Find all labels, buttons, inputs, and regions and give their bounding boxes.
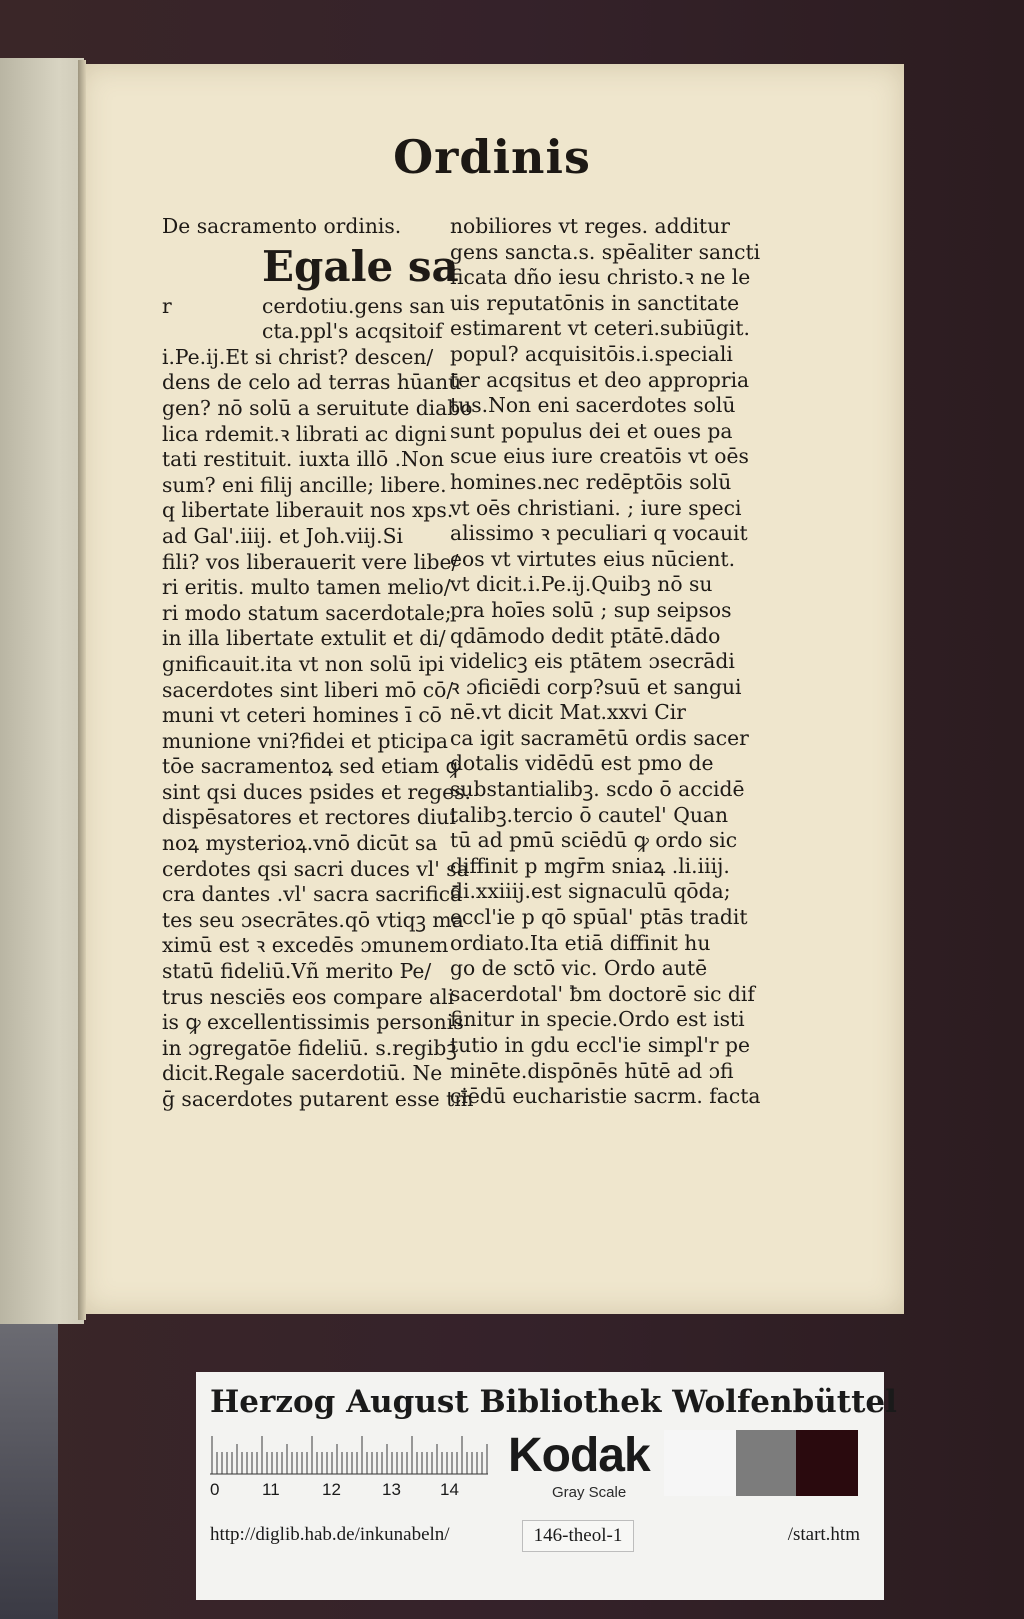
swatch-gray <box>736 1430 796 1496</box>
text-line: dotalis vidēdū est pmo de <box>450 751 714 776</box>
text-line: gnificauit.ita vt non solū ipi <box>162 651 445 676</box>
text-line: De sacramento ordinis. <box>162 214 402 238</box>
right-text-column <box>450 214 761 1110</box>
text-line: vt oēs christiani. ; iure speci <box>450 495 742 520</box>
text-line: statū fideliū.Vñ merito Pe/ <box>162 959 432 984</box>
text-line: cra dantes .vl' sacra sacrificā <box>162 882 463 907</box>
text-line: tes seu ɔsecrātes.qō vtiqꝫ ma <box>162 907 464 932</box>
text-line: sacerdotes sint liberi mō cō/ <box>162 677 454 702</box>
text-line: sum? eni filij ancille; libere. <box>162 472 447 497</box>
text-line: go de sctō vic. Ordo autē <box>450 956 708 981</box>
text-line: Egale sa <box>262 241 459 291</box>
text-line: dispēsatores et rectores diui <box>162 805 456 830</box>
library-name: Herzog August Bibliothek Wolfenbüttel <box>210 1384 897 1420</box>
text-line: di.xxiiij.est signaculū qōda; <box>450 879 731 904</box>
text-line: nē.vt dicit Mat.xxvi Cir <box>450 700 686 725</box>
text-line: ca igit sacramētū ordis sacer <box>450 725 749 750</box>
left-text-column <box>162 214 474 1113</box>
url-suffix[interactable]: /start.htm <box>787 1524 860 1545</box>
book-gutter <box>78 60 86 1320</box>
text-line: in ɔgregatōe fideliū. s.regibꝫ <box>162 1035 457 1060</box>
url-prefix[interactable]: http://diglib.hab.de/inkunabeln/ <box>210 1524 450 1545</box>
text-line: fili? vos liberauerit vere libe/ <box>162 549 459 574</box>
text-line: dens de celo ad terras hūanū <box>162 370 462 395</box>
text-line: lica rdemit.ꝛ librati ac digni <box>162 421 447 446</box>
swatch-black <box>796 1430 858 1496</box>
text-line: cta.ppl's acqsitoif <box>262 319 443 344</box>
text-line: cerdotes qsi sacri duces vl' sa <box>162 856 469 881</box>
text-line: talibꝫ.tercio ō cautel' Quan <box>450 802 729 827</box>
text-line: trus nesciēs eos compare ali <box>162 984 455 1009</box>
text-line: substantialibꝫ. scdo ō accidē <box>450 777 745 802</box>
text-line: eccl'ie p qō spūal' ptās tradit <box>450 905 748 930</box>
text-line: muni vt ceteri homines ī cō <box>162 703 442 728</box>
text-line: ordiato.Ita etiā diffinit hu <box>450 930 711 955</box>
text-line: gens sancta.s. spēaliter sancti <box>450 239 761 264</box>
text-line: minēte.dispōnēs hūtē ad ɔfi <box>450 1058 734 1083</box>
text-line: estimarent vt ceteri.subiūgit. <box>450 316 750 341</box>
text-line: sunt populus dei et oues pa <box>450 418 733 443</box>
text-line: dicit.Regale sacerdotiū. Ne <box>162 1061 443 1086</box>
text-line: q libertate liberauit nos xps. <box>162 498 454 523</box>
initial-margin-letter: r <box>162 293 172 318</box>
text-line: sacerdotal' ƀm doctorē sic dif <box>450 981 755 1006</box>
text-line: videlicꝫ eis ptātem ɔsecrādi <box>450 649 735 674</box>
facing-page-shadow <box>0 1324 58 1619</box>
ruler-numbers <box>210 1480 488 1504</box>
kodak-logo: Kodak <box>508 1429 650 1482</box>
text-line: ri eritis. multo tamen melio/ <box>162 575 451 600</box>
text-line: qdāmodo dedit ptātē.dādo <box>450 623 721 648</box>
facing-page-edge <box>0 58 84 1324</box>
text-line: is ꝙ excellentissimis personis <box>162 1010 464 1035</box>
ruler-number: 11 <box>262 1480 280 1499</box>
text-line: ad Gal'.iiij. et Joh.viij.Si <box>162 523 403 548</box>
text-line: scue eius iure creatōis vt oēs <box>450 444 749 469</box>
text-line: in illa libertate extulit et di/ <box>162 626 446 651</box>
text-line: ḡ sacerdotes putarent esse tm̄ <box>162 1087 474 1111</box>
text-line: popul? acquisitōis.i.speciali <box>450 341 733 366</box>
book-page <box>80 64 904 1314</box>
text-line: ꝛ ɔficiēdi corp?suū et sangui <box>450 674 742 699</box>
text-line: tati restituit. iuxta illō .Non <box>162 447 445 472</box>
text-line: eos vt virtutes eius nūcient. <box>450 546 736 571</box>
swatch-white <box>664 1430 736 1496</box>
text-line: finitur in specie.Ordo est isti <box>450 1007 745 1032</box>
text-line: ficata dño iesu christo.ꝛ ne le <box>450 265 751 290</box>
ruler-scale <box>210 1434 488 1478</box>
text-line: homines.nec redēptōis solū <box>450 469 732 494</box>
text-line: vt dicit.i.Pe.ij.Quibꝫ nō su <box>450 572 713 597</box>
text-line: tutio in gdu eccl'ie simpl'r pe <box>450 1033 750 1057</box>
text-line: sint qsi duces psides et reges. <box>162 779 471 804</box>
ruler-number: 12 <box>322 1480 341 1499</box>
text-line: noꝝ mysterioꝝ.vnō dicūt sa <box>162 831 438 856</box>
text-line: ter acqsitus et deo appropria <box>450 367 750 392</box>
text-line: pra hoīes solū ; sup seipsos <box>450 597 732 622</box>
text-line: nobiliores vt reges. additur <box>450 214 730 238</box>
text-line: munione vni?fidei et pticipa <box>162 728 449 753</box>
text-line: uis reputatōnis in sanctitate <box>450 290 740 315</box>
ruler-number: 13 <box>382 1480 401 1499</box>
text-line: tū ad pmū sciēdū ꝙ ordo sic <box>450 828 738 853</box>
text-line: i.Pe.ij.Et si christ? descen/ <box>162 344 434 369</box>
grayscale-label: Gray Scale <box>552 1484 627 1501</box>
running-head: Ordinis <box>393 130 591 184</box>
shelfmark-field[interactable]: 146-theol-1 <box>522 1520 634 1552</box>
ruler-number: 0 <box>210 1480 220 1499</box>
text-line: ximū est ꝛ excedēs ɔmunem <box>162 933 449 958</box>
text-line: tōe sacramentoꝝ sed etiam ꝙ <box>162 754 461 779</box>
text-line: tus.Non eni sacerdotes solū <box>450 393 736 418</box>
text-line: diffinit p mgr̄m sniaꝝ .li.iiij. <box>450 853 730 878</box>
text-line: gen? nō solū a seruitute diabo <box>162 395 473 420</box>
ruler-number: 14 <box>440 1480 459 1499</box>
text-line: cerdotiu.gens san <box>262 293 445 318</box>
text-line: ciēdū eucharistie sacrm. facta <box>450 1084 761 1109</box>
calibration-strip <box>196 1372 897 1600</box>
text-line: alissimo ꝛ peculiari q vocauit <box>450 521 748 546</box>
text-line: ri modo statum sacerdotale; <box>162 600 452 625</box>
